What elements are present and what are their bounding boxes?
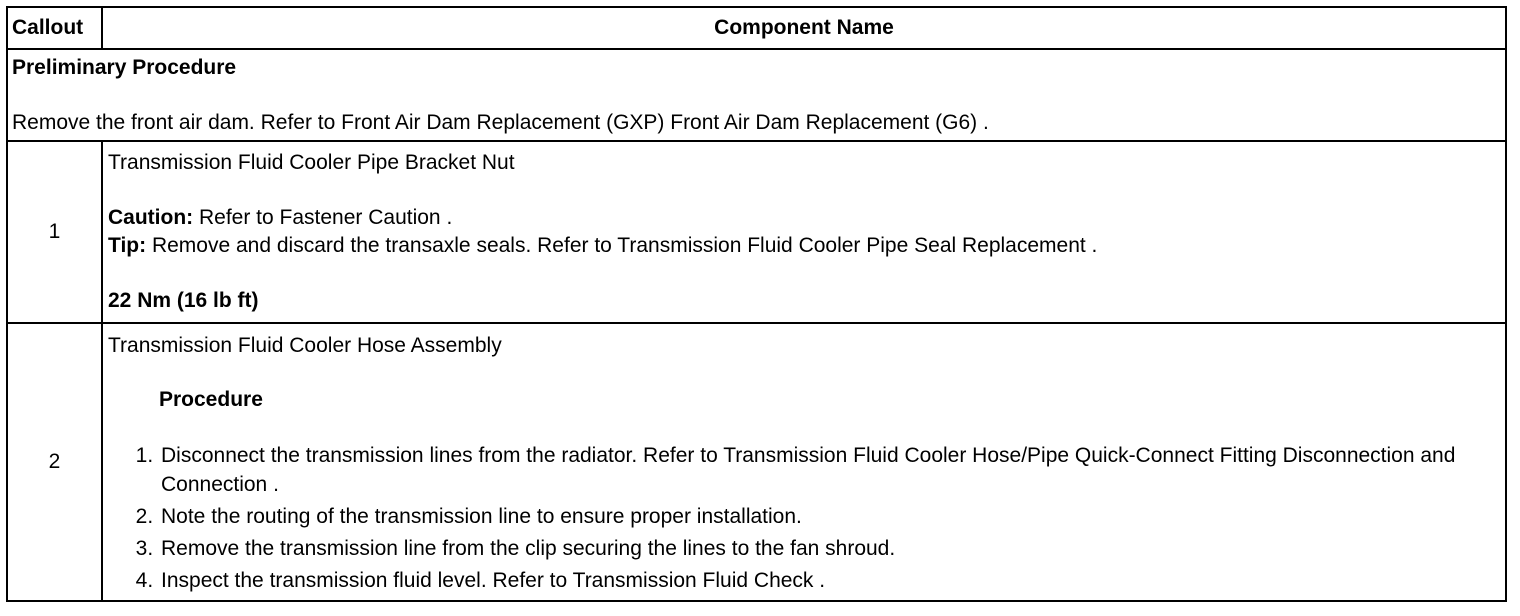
preliminary-text: Remove the front air dam. Refer to Front Air Dam Replacement (GXP) Front Air Dam Replacement (G6) . <box>12 111 989 134</box>
component-cell <box>102 141 1506 323</box>
procedure-steps <box>108 441 1505 595</box>
component-cell <box>102 323 1506 601</box>
procedure-step: 2. Note the routing of the transmission line to ensure proper installation. <box>159 502 1505 531</box>
component-name-column-header: Component Name <box>102 7 1506 49</box>
table-row <box>7 323 1506 601</box>
preliminary-cell <box>7 49 1506 141</box>
component-table <box>6 6 1507 602</box>
component-name: Transmission Fluid Cooler Pipe Bracket Nut <box>108 151 515 174</box>
header-row <box>7 7 1506 49</box>
procedure-heading: Procedure <box>159 388 263 411</box>
preliminary-title: Preliminary Procedure <box>12 56 237 79</box>
procedure-step: 4. Inspect the transmission fluid level. Refer to Transmission Fluid Check . <box>159 566 1505 595</box>
tip-text: Remove and discard the transaxle seals. Refer to Transmission Fluid Cooler Pipe Seal Replacement . <box>146 234 1098 257</box>
procedure-step: 1. Disconnect the transmission lines from the radiator. Refer to Transmission Fluid Cooler Hose/Pipe Quick-Connect Fitting Disconnection and Connection . <box>159 441 1505 499</box>
preliminary-row <box>7 49 1506 141</box>
caution-text: Refer to Fastener Caution . <box>193 206 453 229</box>
callout-column-header: Callout <box>7 7 102 49</box>
component-name: Transmission Fluid Cooler Hose Assembly <box>108 334 502 357</box>
caution-label: Caution: <box>108 206 194 229</box>
tip-label: Tip: <box>108 234 147 257</box>
tip-line <box>108 232 1505 260</box>
caution-line <box>108 204 1505 232</box>
procedure-step: 3. Remove the transmission line from the clip securing the lines to the fan shroud. <box>159 534 1505 563</box>
torque-spec: 22 Nm (16 lb ft) <box>108 289 259 312</box>
callout-number: 1 <box>7 141 102 323</box>
callout-number: 2 <box>7 323 102 601</box>
table-row <box>7 141 1506 323</box>
